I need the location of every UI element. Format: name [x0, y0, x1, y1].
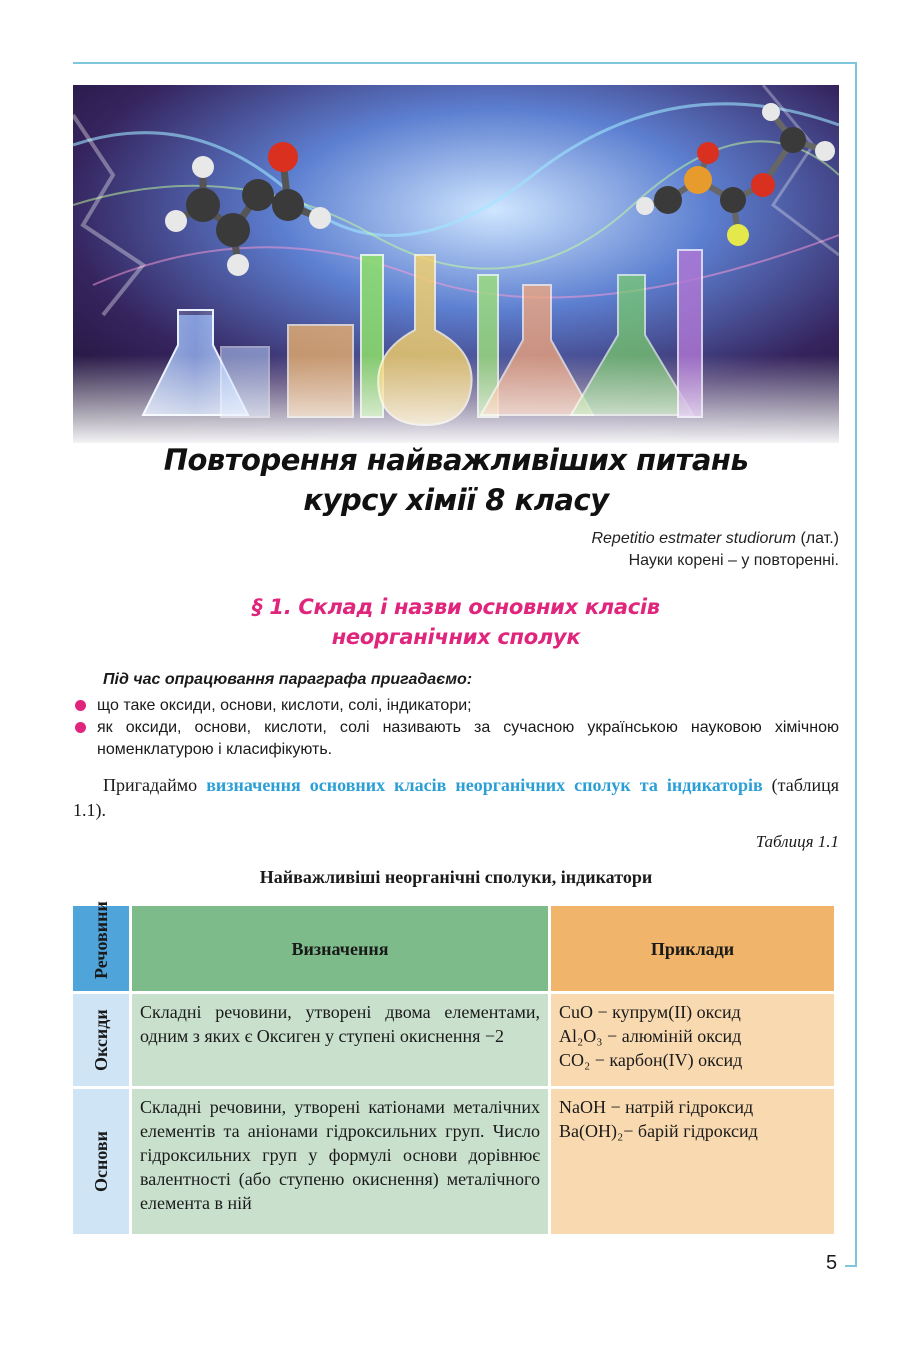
intro-highlight: визначення основних класів неорганічних сполук та індикаторів [206, 775, 763, 795]
epigraph [591, 528, 839, 572]
row-definition: Складні речовини, утворені катіонами металічних елементів та аніонами гідроксильних груп. Число гідроксильних груп у формулі основи дорівнює валентності (або ступеню окиснення) металічного елемента в ній [132, 1089, 548, 1234]
chapter-title [73, 440, 839, 520]
list-item [73, 695, 839, 717]
row-side-label: Оксиди [91, 1009, 111, 1071]
bullet-dot-icon [75, 722, 86, 733]
lab-glassware-illustration [73, 85, 839, 443]
table-number: Таблиця 1.1 [755, 832, 839, 851]
recall-item-text: як оксиди, основи, кислоти, солі називають за сучасною українською науковою хімічною номенклатурою і класифікують. [97, 719, 839, 758]
table-row [73, 994, 834, 1086]
table-row [73, 1089, 834, 1234]
frame-right-line [855, 62, 857, 1267]
paragraph-title-line1: § 1. Склад і назви основних класів [252, 595, 660, 619]
epigraph-translation: Науки корені – у повторенні. [628, 552, 839, 569]
example-line: Ba(OH)₂− барій гідроксид [559, 1121, 758, 1141]
recall-list [73, 695, 839, 761]
page-number: 5 [826, 1252, 838, 1274]
recall-item-text: що таке оксиди, основи, кислоти, солі, індикатори; [97, 697, 472, 714]
chapter-banner-image [73, 85, 839, 443]
epigraph-latin-note: (лат.) [800, 530, 839, 547]
header-side-cell [73, 901, 129, 991]
frame-top-line [73, 62, 857, 64]
example-line: CO₂ − карбон(IV) оксид [559, 1050, 743, 1070]
example-line: NaOH − натрій гідроксид [559, 1097, 754, 1117]
example-line: Al₂O₃ − алюміній оксид [559, 1026, 742, 1046]
table-title: Найважливіші неорганічні сполуки, індикатори [259, 867, 653, 887]
recall-heading: Під час опрацювання параграфа пригадаємо: [103, 671, 473, 688]
intro-paragraph [73, 773, 839, 823]
row-definition: Складні речовини, утворені двома елементами, одним з яких є Оксиген у ступені окиснення −2 [132, 994, 548, 1086]
row-side-cell [73, 994, 129, 1086]
table-header-row [73, 906, 834, 991]
list-item [73, 717, 839, 761]
header-side-label: Речовини [91, 901, 111, 979]
compounds-table [70, 903, 837, 1237]
intro-end: (таблиця 1.1). [73, 775, 839, 820]
header-examples: Приклади [551, 906, 834, 991]
row-examples [551, 1089, 834, 1234]
header-definition: Визначення [132, 906, 548, 991]
row-examples [551, 994, 834, 1086]
chapter-title-line1: Повторення найважливіших питань [163, 443, 749, 477]
row-side-label: Основи [91, 1131, 111, 1193]
paragraph-title [73, 592, 839, 652]
example-line: CuO − купрум(II) оксид [559, 1002, 741, 1022]
epigraph-latin: Repetitio estmater studiorum [591, 530, 796, 547]
bullet-dot-icon [75, 700, 86, 711]
paragraph-title-line2: неорганічних сполук [331, 625, 581, 649]
chapter-title-line2: курсу хімії 8 класу [303, 483, 609, 517]
page-number-tick [845, 1265, 857, 1267]
row-side-cell [73, 1089, 129, 1234]
intro-start: Пригадаймо [103, 775, 207, 795]
